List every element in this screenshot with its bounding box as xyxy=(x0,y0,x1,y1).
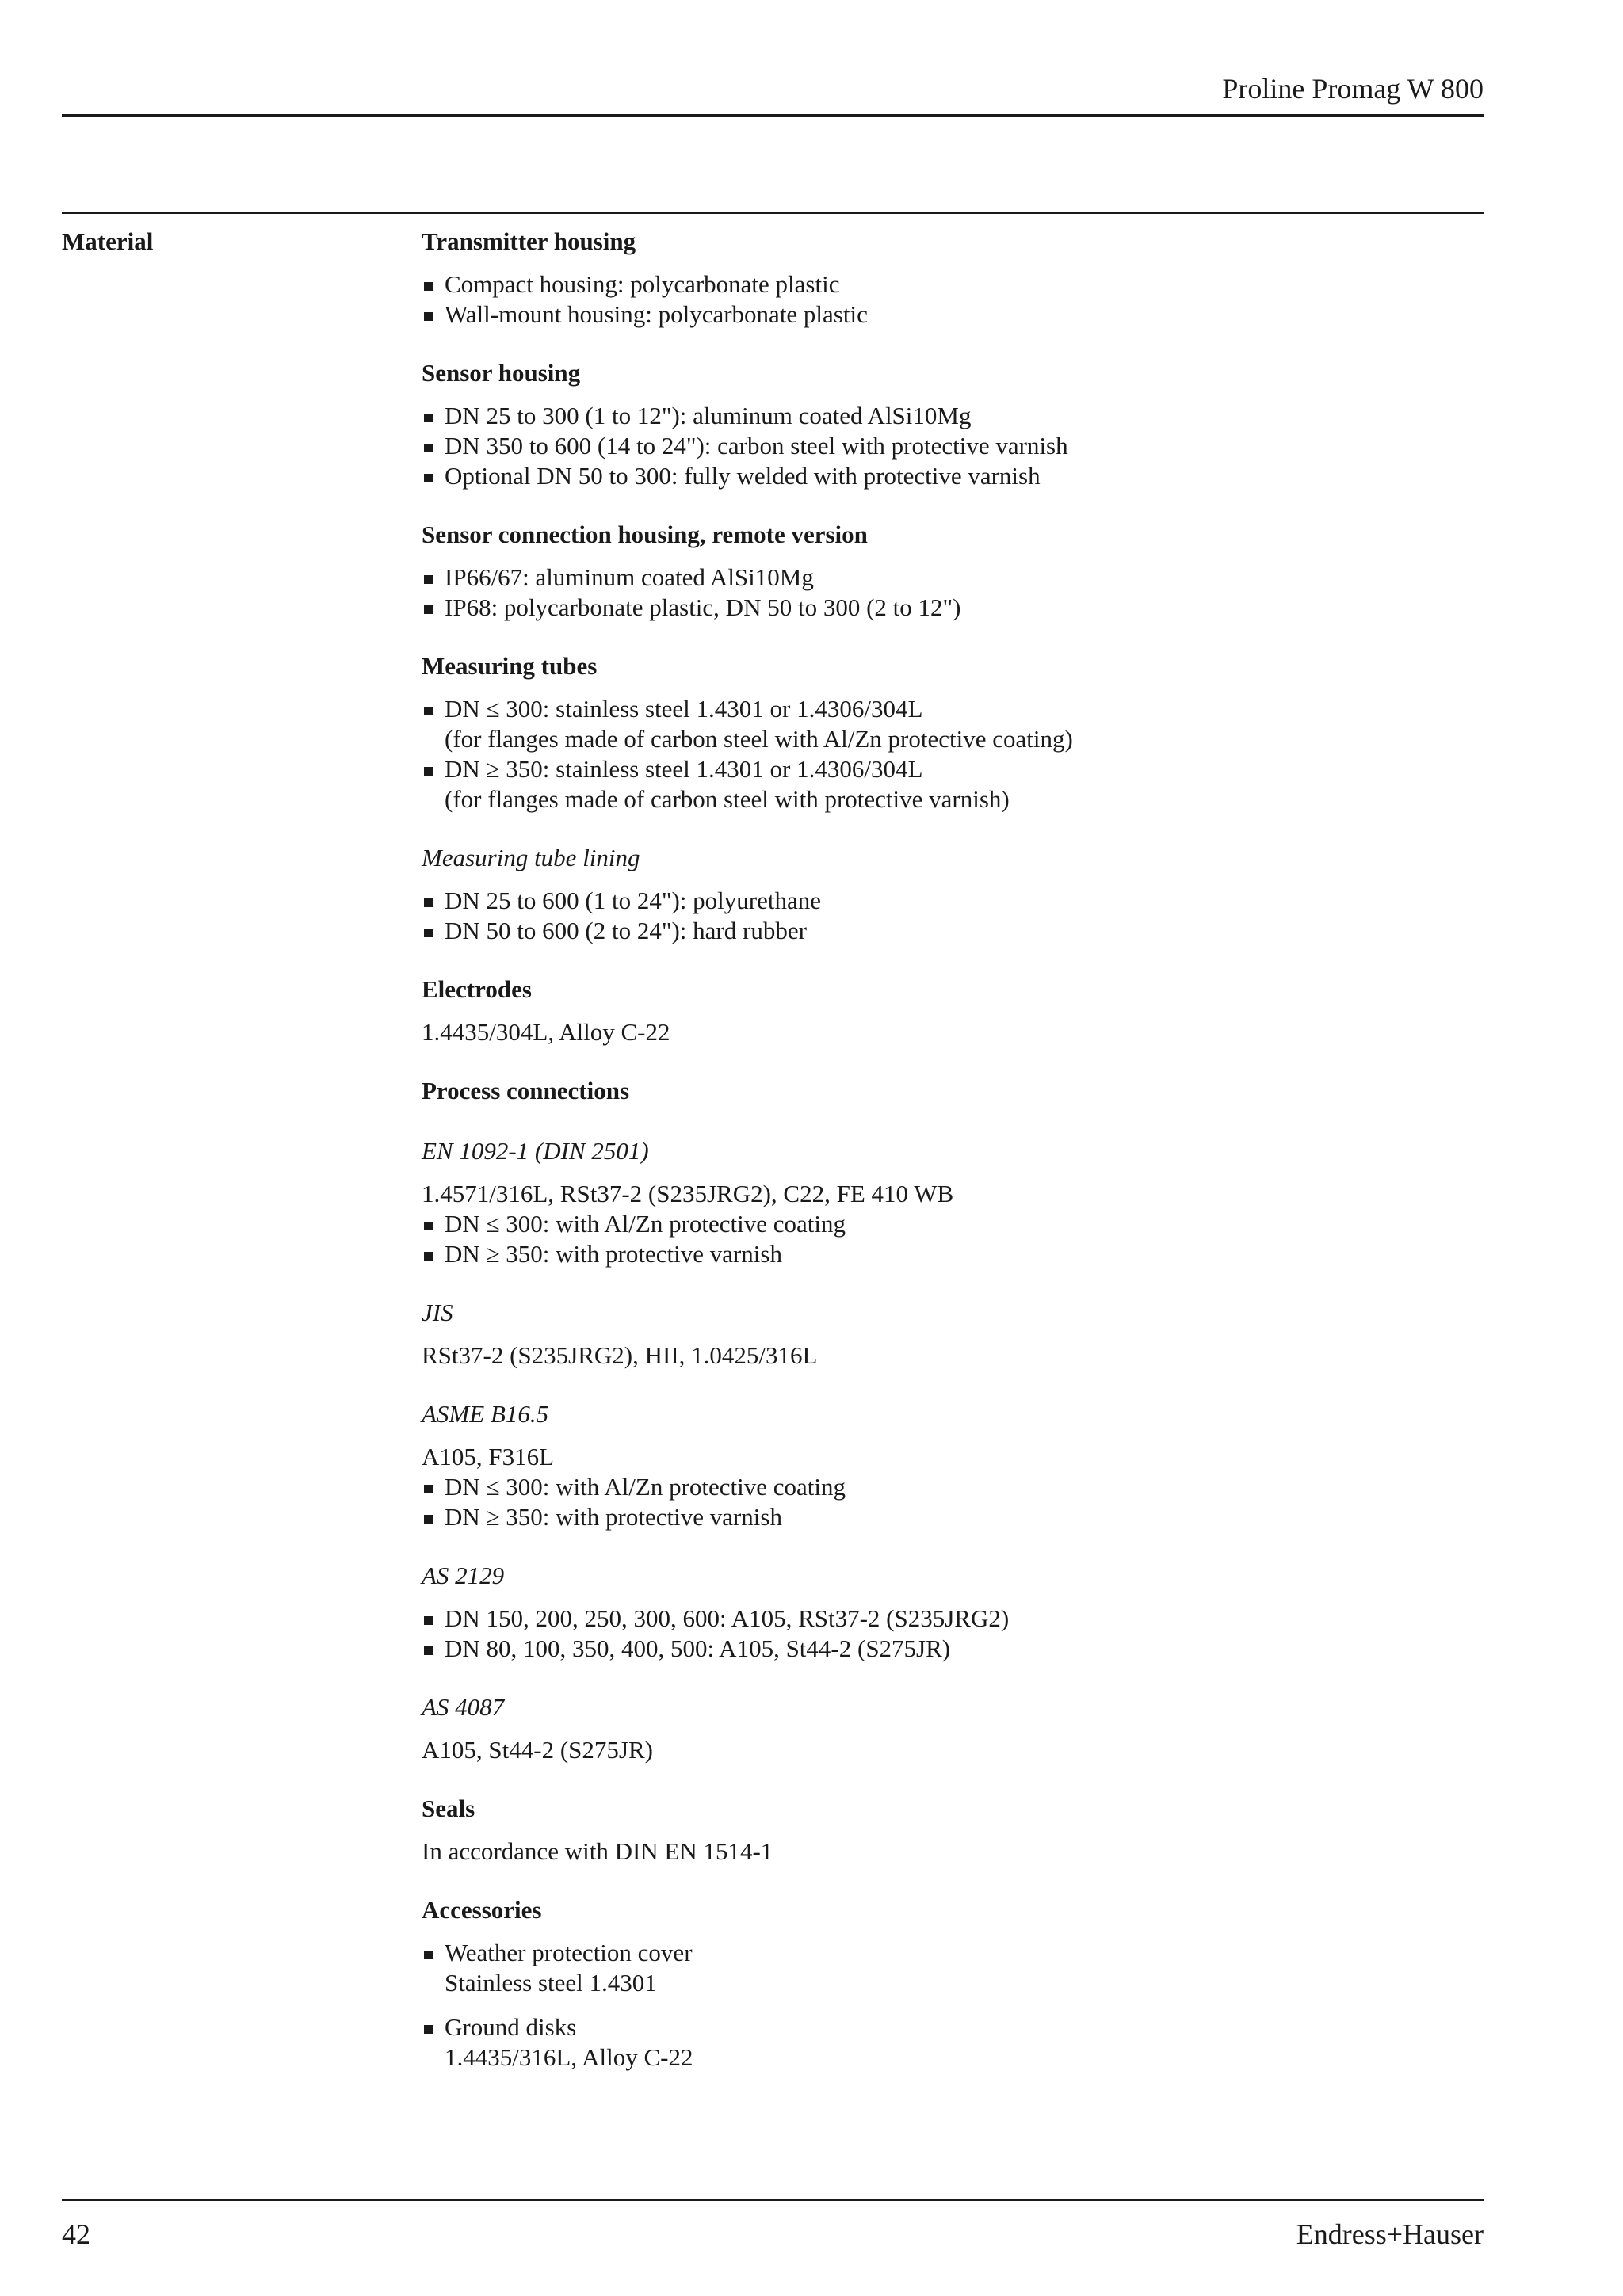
as2129-subheading: AS 2129 xyxy=(422,1562,505,1589)
process-connections-heading: Process connections xyxy=(422,1077,630,1104)
list-item-line: DN ≥ 350: stainless steel 1.4301 or 1.4306/304L xyxy=(445,755,923,783)
list-item: DN 25 to 600 (1 to 24"): polyurethane xyxy=(422,886,1484,916)
list-item-line: Ground disks xyxy=(445,2013,577,2041)
accessories-block xyxy=(422,1894,1484,2073)
asme-block xyxy=(422,1398,1484,1532)
list-item: Wall-mount housing: polycarbonate plastic xyxy=(422,299,1484,330)
list-item: DN 350 to 600 (14 to 24"): carbon steel with protective varnish xyxy=(422,431,1484,461)
jis-block xyxy=(422,1296,1484,1371)
en1092-text: 1.4571/316L, RSt37-2 (S235JRG2), C22, FE 410 WB xyxy=(422,1180,954,1207)
en1092-list xyxy=(422,1209,1484,1269)
list-item-line: 1.4435/316L, Alloy C-22 xyxy=(445,2043,693,2071)
jis-text: RSt37-2 (S235JRG2), HII, 1.0425/316L xyxy=(422,1341,818,1369)
list-item: IP68: polycarbonate plastic, DN 50 to 300 (2 to 12") xyxy=(422,593,1484,623)
list-item: IP66/67: aluminum coated AlSi10Mg xyxy=(422,563,1484,593)
list-item: DN ≥ 350: with protective varnish xyxy=(422,1239,1484,1269)
process-connections-block xyxy=(422,1074,1484,1108)
as2129-list xyxy=(422,1604,1484,1664)
list-item-line: (for flanges made of carbon steel with protective varnish) xyxy=(445,785,1010,813)
accessories-heading: Accessories xyxy=(422,1896,542,1924)
list-item: DN 50 to 600 (2 to 24"): hard rubber xyxy=(422,916,1484,946)
measuring-tube-lining-list xyxy=(422,886,1484,946)
en1092-block xyxy=(422,1135,1484,1269)
measuring-tubes-block xyxy=(422,650,1484,814)
transmitter-housing-block xyxy=(422,225,1484,330)
electrodes-block xyxy=(422,973,1484,1047)
list-item xyxy=(422,694,1484,754)
list-item: Compact housing: polycarbonate plastic xyxy=(422,269,1484,299)
jis-subheading: JIS xyxy=(422,1299,453,1326)
brand-name: Endress+Hauser xyxy=(1296,2218,1484,2250)
section-label-material: Material xyxy=(62,227,154,255)
measuring-tubes-heading: Measuring tubes xyxy=(422,652,598,680)
list-item: DN ≤ 300: with Al/Zn protective coating xyxy=(422,1472,1484,1502)
list-item: DN ≥ 350: with protective varnish xyxy=(422,1502,1484,1532)
measuring-tube-lining-block xyxy=(422,841,1484,946)
seals-heading: Seals xyxy=(422,1794,475,1822)
seals-block xyxy=(422,1792,1484,1867)
list-item: DN ≤ 300: with Al/Zn protective coating xyxy=(422,1209,1484,1239)
list-item xyxy=(422,754,1484,814)
as2129-block xyxy=(422,1559,1484,1664)
list-item-line: (for flanges made of carbon steel with Al/Zn protective coating) xyxy=(445,725,1073,753)
sensor-housing-heading: Sensor housing xyxy=(422,359,581,387)
list-item: DN 25 to 300 (1 to 12"): aluminum coated AlSi10Mg xyxy=(422,401,1484,431)
list-item-line: DN ≤ 300: stainless steel 1.4301 or 1.4306/304L xyxy=(445,695,923,723)
sensor-connection-housing-list xyxy=(422,563,1484,623)
electrodes-heading: Electrodes xyxy=(422,975,532,1003)
asme-subheading: ASME B16.5 xyxy=(422,1400,549,1428)
sensor-housing-block xyxy=(422,357,1484,491)
material-content xyxy=(422,225,1484,2100)
list-item-line: Weather protection cover xyxy=(445,1939,693,1966)
as4087-text: A105, St44-2 (S275JR) xyxy=(422,1736,653,1764)
page-number: 42 xyxy=(62,2218,90,2250)
footer-rule xyxy=(62,2199,1484,2201)
list-item: Optional DN 50 to 300: fully welded with protective varnish xyxy=(422,461,1484,491)
list-item xyxy=(422,2012,1484,2073)
list-item-line: Stainless steel 1.4301 xyxy=(445,1969,657,1997)
measuring-tube-lining-subheading: Measuring tube lining xyxy=(422,844,640,871)
en1092-subheading: EN 1092-1 (DIN 2501) xyxy=(422,1137,649,1165)
list-item: DN 80, 100, 350, 400, 500: A105, St44-2 (S275JR) xyxy=(422,1634,1484,1664)
document-title: Proline Promag W 800 xyxy=(1222,73,1484,105)
sensor-connection-housing-block xyxy=(422,518,1484,623)
asme-text: A105, F316L xyxy=(422,1443,555,1470)
list-item: DN 150, 200, 250, 300, 600: A105, RSt37-2 (S235JRG2) xyxy=(422,1604,1484,1634)
electrodes-text: 1.4435/304L, Alloy C-22 xyxy=(422,1018,670,1046)
asme-list xyxy=(422,1472,1484,1532)
accessories-list xyxy=(422,1938,1484,2073)
header-rule xyxy=(62,114,1484,117)
seals-text: In accordance with DIN EN 1514-1 xyxy=(422,1837,773,1865)
sensor-connection-housing-heading: Sensor connection housing, remote version xyxy=(422,521,868,548)
transmitter-housing-list xyxy=(422,269,1484,330)
measuring-tubes-list xyxy=(422,694,1484,814)
transmitter-housing-heading: Transmitter housing xyxy=(422,227,636,255)
sensor-housing-list xyxy=(422,401,1484,491)
as4087-block xyxy=(422,1691,1484,1765)
as4087-subheading: AS 4087 xyxy=(422,1693,505,1721)
section-rule xyxy=(62,212,1484,214)
list-item xyxy=(422,1938,1484,1998)
